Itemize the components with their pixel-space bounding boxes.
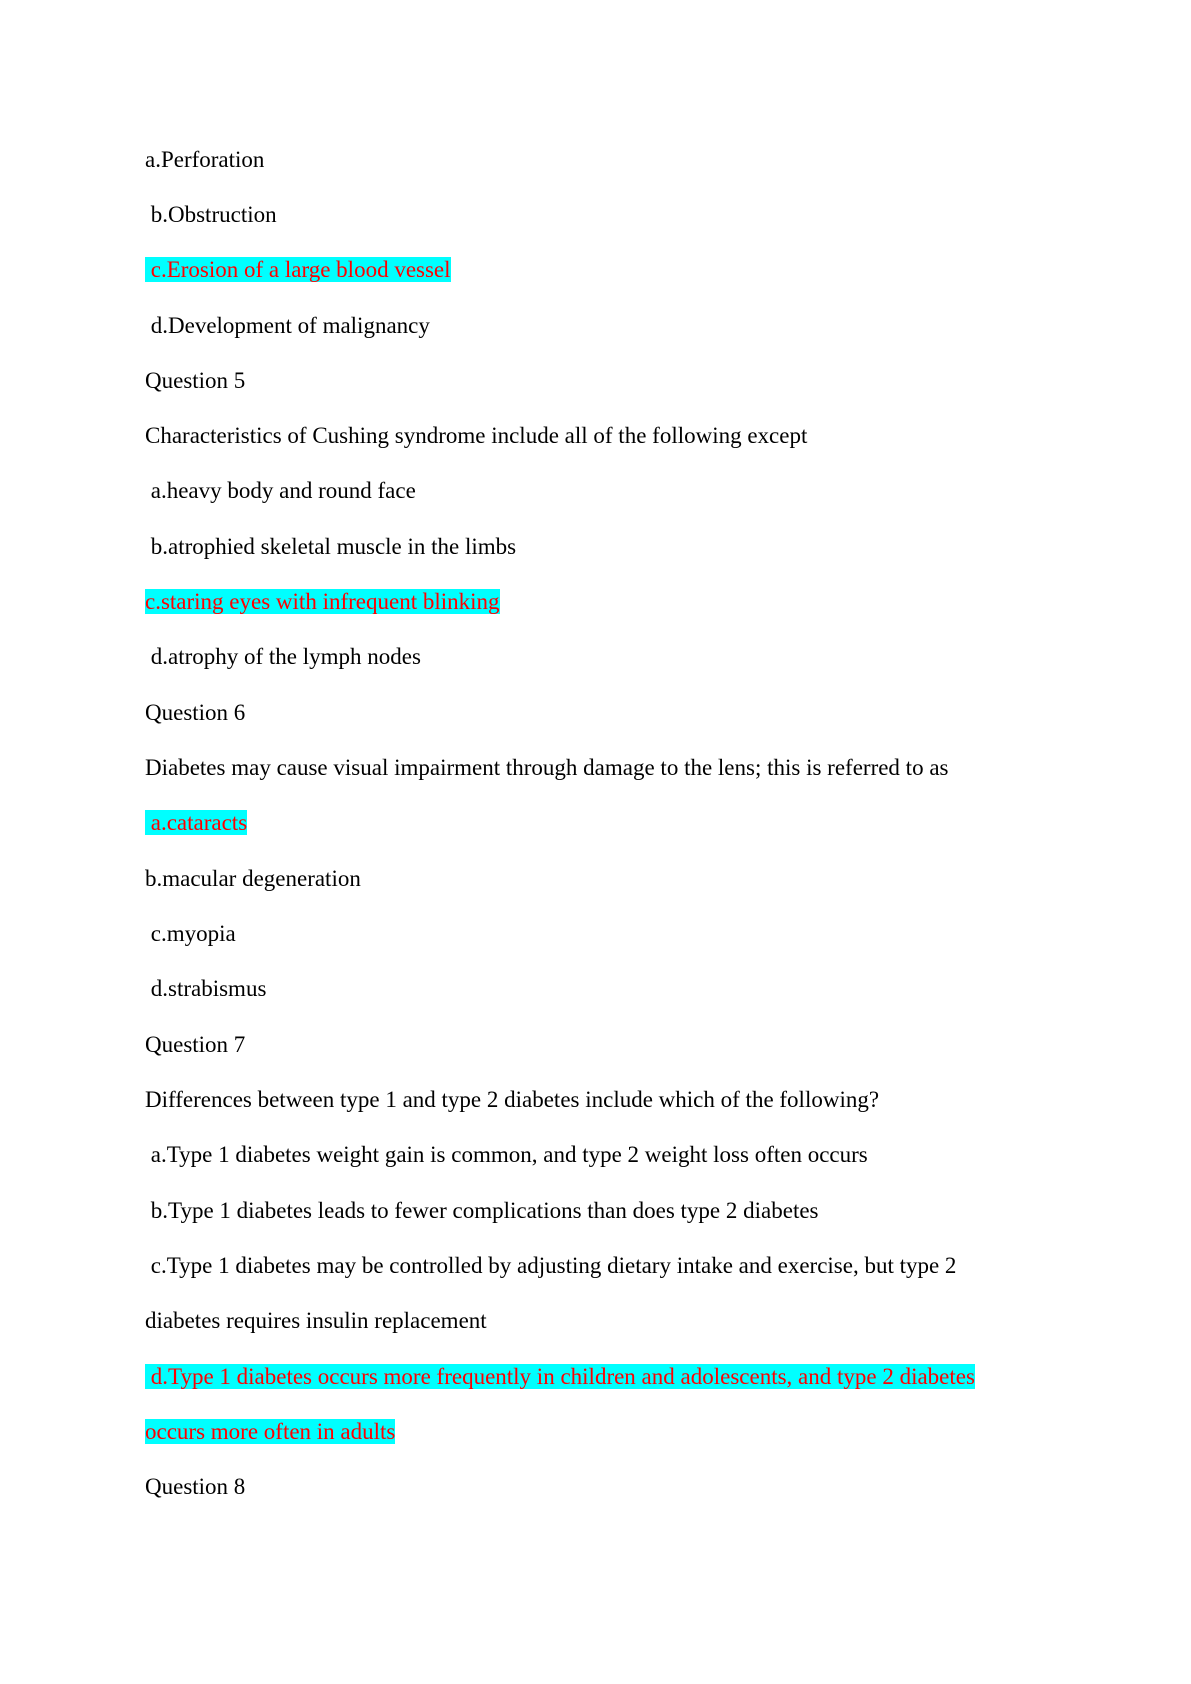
answer-option-c-continued [145, 1306, 487, 1336]
answer-option-a-weight-gain [145, 1140, 868, 1170]
line-text: c.myopia [145, 921, 236, 946]
correct-answer-staring-eyes [145, 587, 500, 617]
answer-option-d-strabismus [145, 974, 266, 1004]
line-text: Characteristics of Cushing syndrome include all of the following except [145, 423, 808, 448]
line-text: Diabetes may cause visual impairment through damage to the lens; this is referred to as [145, 755, 949, 780]
correct-answer-cataracts [145, 808, 247, 838]
line-text: b.atrophied skeletal muscle in the limbs [145, 534, 517, 559]
line-text: Question 6 [145, 700, 246, 725]
line-text: b.Obstruction [145, 202, 277, 227]
highlighted-answer: d.Type 1 diabetes occurs more frequently in children and adolescents, and type 2 diabetes [145, 1364, 975, 1389]
line-text: Question 5 [145, 368, 246, 393]
answer-option-b-obstruction [145, 200, 277, 230]
line-text: a.Type 1 diabetes weight gain is common, and type 2 weight loss often occurs [145, 1142, 868, 1167]
answer-option-c-dietary [145, 1251, 956, 1281]
highlighted-answer: c.staring eyes with infrequent blinking [145, 589, 500, 614]
correct-answer-erosion [145, 255, 451, 285]
line-text: d.strabismus [145, 976, 267, 1001]
question-text-5 [145, 421, 807, 451]
highlighted-answer: occurs more often in adults [145, 1419, 396, 1444]
answer-option-c-myopia [145, 919, 236, 949]
question-heading-5 [145, 366, 245, 396]
question-text-6 [145, 753, 948, 783]
correct-answer-adults [145, 1417, 395, 1447]
answer-option-d-lymph-nodes [145, 642, 421, 672]
line-text: b.Type 1 diabetes leads to fewer complications than does type 2 diabetes [145, 1198, 819, 1223]
line-text: Differences between type 1 and type 2 diabetes include which of the following? [145, 1087, 880, 1112]
correct-answer-children [145, 1362, 975, 1392]
answer-option-b-macular [145, 864, 361, 894]
highlighted-answer: c.Erosion of a large blood vessel [145, 257, 451, 282]
line-text: Question 8 [145, 1474, 246, 1499]
line-text: d.atrophy of the lymph nodes [145, 644, 421, 669]
line-text: diabetes requires insulin replacement [145, 1308, 487, 1333]
line-text: Question 7 [145, 1032, 246, 1057]
answer-option-d-malignancy [145, 311, 430, 341]
line-text: a.heavy body and round face [145, 478, 416, 503]
answer-option-b-complications [145, 1196, 819, 1226]
line-text: c.Type 1 diabetes may be controlled by adjusting dietary intake and exercise, but type 2 [145, 1253, 957, 1278]
line-text: b.macular degeneration [145, 866, 361, 891]
question-heading-7 [145, 1030, 245, 1060]
question-heading-8 [145, 1472, 245, 1502]
answer-option-b-atrophied-muscle [145, 532, 516, 562]
highlighted-answer: a.cataracts [145, 810, 248, 835]
line-text: a.Perforation [145, 147, 265, 172]
answer-option-a-perforation [145, 145, 264, 175]
question-heading-6 [145, 698, 245, 728]
question-text-7 [145, 1085, 879, 1115]
answer-option-a-heavy-body [145, 476, 416, 506]
line-text: d.Development of malignancy [145, 313, 430, 338]
